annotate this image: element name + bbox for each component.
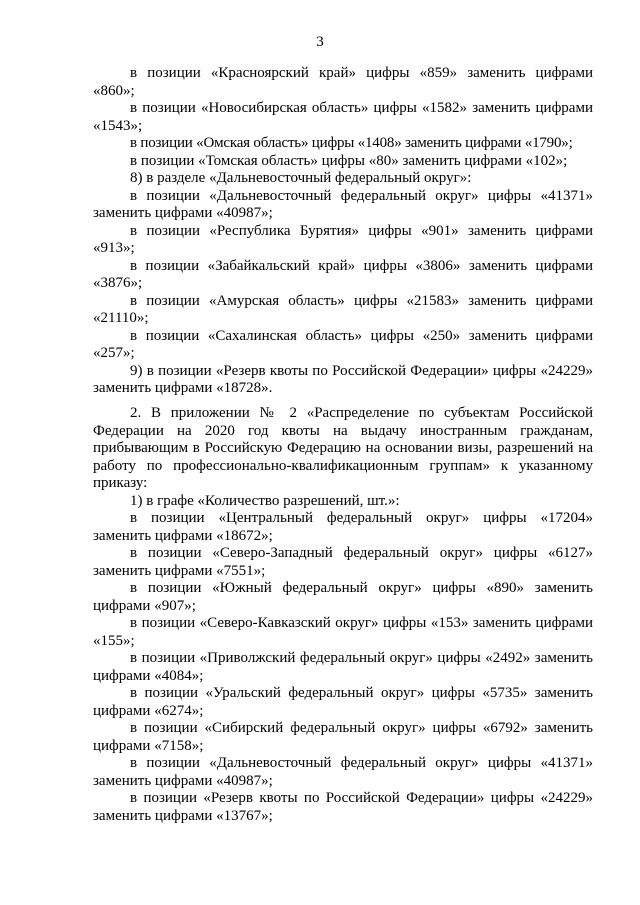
paragraph-zabaykalsky: в позиции «Забайкальский край» цифры «3806» заменить цифрами «3876»; [93, 257, 593, 291]
paragraph-omsk: в позиции «Омская область» цифры «1408» заменить цифрами «1790»; [130, 135, 573, 151]
paragraph-column-permits: 1) в графе «Количество разрешений, шт.»: [130, 492, 400, 509]
paragraph-novosibirsk: в позиции «Новосибирская область» цифры «1582» заменить цифрами «1543»; [93, 100, 593, 134]
paragraph-appendix-2: 2. В приложении № 2 «Распределение по субъектам Российской Федерации на 2020 год квоты на выдачу иностранным гражданам, прибывающим в Российскую Федерацию на основании визы, разрешений на работу по профессионально-квалификационным группам» к указанному приказу: [93, 405, 593, 491]
paragraph-north-caucasus-district: в позиции «Северо-Кавказский округ» цифры «153» заменить цифрами «155»; [93, 615, 593, 649]
amendments-block-2 [93, 405, 593, 825]
paragraph-siberian-district: в позиции «Сибирский федеральный округ» цифры «6792» заменить цифрами «7158»; [93, 720, 593, 754]
paragraph-central-district: в позиции «Центральный федеральный округ» цифры «17204» заменить цифрами «18672»; [93, 510, 593, 544]
paragraph-amur: в позиции «Амурская область» цифры «21583» заменить цифрами «21110»; [93, 292, 593, 326]
paragraph-tomsk: в позиции «Томская область» цифры «80» заменить цифрами «102»; [130, 152, 568, 169]
paragraph-sakhalin: в позиции «Сахалинская область» цифры «250» заменить цифрами «257»; [93, 327, 593, 361]
paragraph-buryatia: в позиции «Республика Бурятия» цифры «901» заменить цифрами «913»; [93, 222, 593, 256]
paragraph-section-far-east: 8) в разделе «Дальневосточный федеральный округ»: [130, 170, 472, 186]
paragraph-far-east-district: в позиции «Дальневосточный федеральный округ» цифры «41371» заменить цифрами «40987»; [93, 187, 593, 221]
paragraph-northwest-district: в позиции «Северо-Западный федеральный округ» цифры «6127» заменить цифрами «7551»; [93, 545, 593, 579]
paragraph-south-district: в позиции «Южный федеральный округ» цифры «890» заменить цифрами «907»; [93, 580, 593, 614]
paragraph-far-east-district-2: в позиции «Дальневосточный федеральный округ» цифры «41371» заменить цифрами «40987»; [93, 755, 593, 789]
page-number: 3 [316, 34, 324, 50]
amendments-block-1 [93, 65, 593, 398]
paragraph-volga-district: в позиции «Приволжский федеральный округ» цифры «2492» заменить цифрами «4084»; [93, 650, 593, 684]
paragraph-ural-district: в позиции «Уральский федеральный округ» цифры «5735» заменить цифрами «6274»; [93, 685, 593, 719]
paragraph-krasnoyarsk: в позиции «Красноярский край» цифры «859» заменить цифрами «860»; [93, 65, 593, 99]
paragraph-reserve-quota-2: в позиции «Резерв квоты по Российской Федерации» цифры «24229» заменить цифрами «13767»; [93, 790, 593, 824]
paragraph-reserve-quota: 9) в позиции «Резерв квоты по Российской Федерации» цифры «24229» заменить цифрами «18728». [93, 362, 593, 396]
